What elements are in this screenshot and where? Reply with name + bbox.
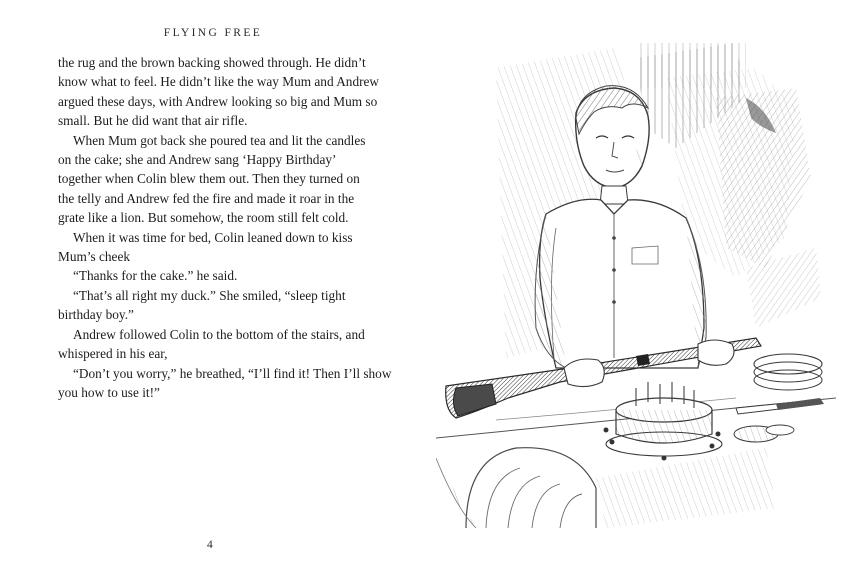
text-line: the rug and the brown backing showed through. He didn’t	[58, 55, 366, 70]
text-line: together when Colin blew them out. Then they turned on	[58, 171, 360, 187]
text-line: birthday boy.”	[58, 307, 134, 323]
page-number: 4	[207, 539, 213, 551]
boy-with-air-rifle-and-cake-sketch	[436, 38, 836, 528]
text-line: Mum’s cheek	[58, 249, 131, 265]
pencil-illustration	[436, 38, 836, 528]
text-line: “Don’t you worry,” he breathed, “I’ll find it! Then I’ll show	[73, 365, 392, 381]
text-line: When Mum got back she poured tea and lit the candles	[73, 132, 366, 148]
text-line: know what to feel. He didn’t like the way Mum and Andrew	[58, 74, 380, 90]
birthday-cake	[604, 382, 723, 461]
boy-shirt	[535, 186, 706, 368]
stacked-plates	[754, 354, 822, 390]
text-line: you how to use it!”	[58, 384, 160, 400]
text-line: “That’s all right my duck.” She smiled, “sleep tight	[73, 287, 346, 303]
body-text	[58, 53, 392, 402]
small-dish	[734, 425, 794, 442]
text-line: small. But he did want that air rifle.	[58, 113, 248, 129]
text-line: Andrew followed Colin to the bottom of the stairs, and	[73, 326, 365, 342]
text-line: When it was time for bed, Colin leaned down to kiss	[73, 229, 353, 245]
text-line: grate like a lion. But somehow, the room still felt cold.	[58, 210, 349, 226]
chair-back	[436, 448, 596, 528]
text-line: argued these days, with Andrew looking so big and Mum so	[58, 93, 378, 109]
table-shading	[596, 448, 776, 528]
text-line: “Thanks for the cake.” he said.	[73, 268, 238, 284]
text-line: the telly and Andrew fed the fire and made it roar in the	[58, 190, 355, 206]
text-line: on the cake; she and Andrew sang ‘Happy Birthday’	[58, 152, 337, 168]
text-line: whispered in his ear,	[58, 346, 168, 362]
running-head: FLYING FREE	[163, 27, 263, 39]
cake-knife	[736, 398, 824, 414]
